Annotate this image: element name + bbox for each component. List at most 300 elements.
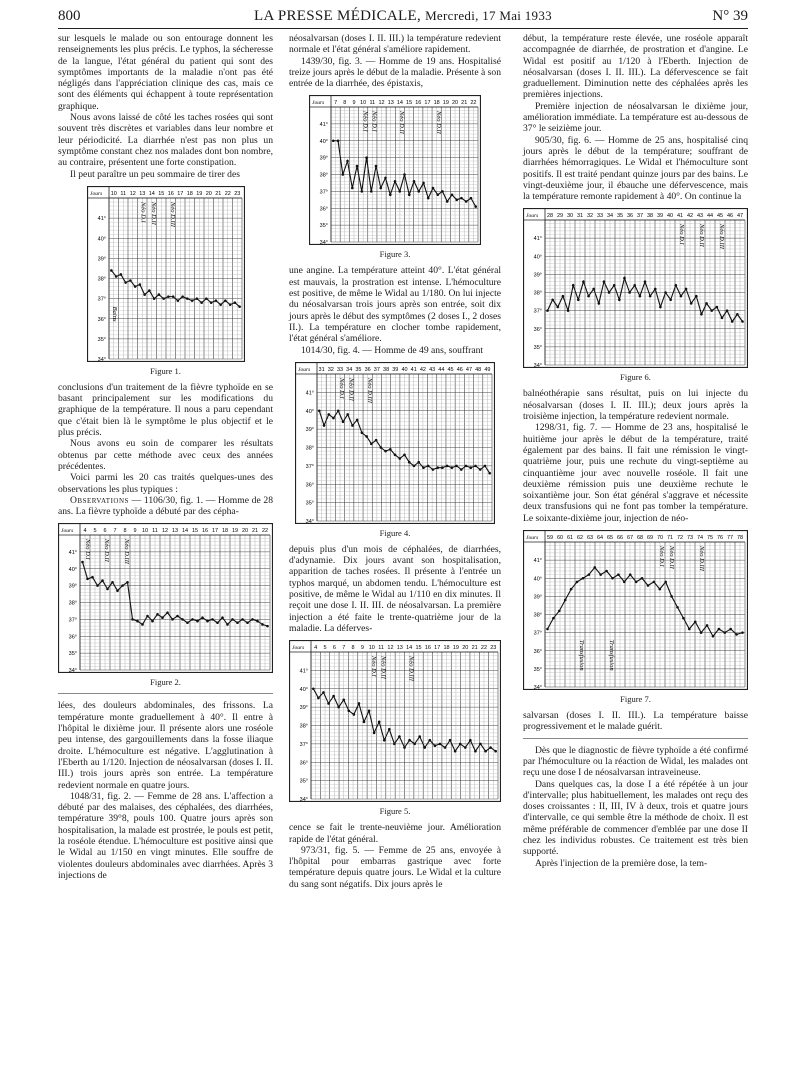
temperature-point [323, 424, 326, 427]
day-tick-label: 11 [369, 100, 376, 107]
page-header [58, 6, 748, 26]
paragraph: conclusions d'un traitement de la fièvre typhoïde en se basant principalement sur les modifications du graphique de la température. Il nous a paru cependant que c'était bien là le symptôme le plus objectif et le plus précis. [58, 381, 273, 439]
temperature-point [552, 617, 555, 620]
day-tick-label: 4 [83, 528, 87, 535]
day-tick-label: 17 [434, 645, 441, 652]
temperature-point [623, 581, 626, 584]
y-tick-label: 38° [68, 600, 77, 607]
temperature-point [556, 306, 559, 309]
y-tick-label: 40° [533, 254, 542, 261]
temperature-point [379, 187, 382, 190]
annotation-label: Néo D.III [718, 224, 725, 250]
temperature-point [206, 620, 209, 623]
observation-text: — 1106/30, fig. 1. — Homme de 28 ans. La fièvre typhoïde a débuté par des cépha- [58, 494, 273, 518]
temperature-point [731, 321, 734, 324]
day-tick-label: 46 [456, 366, 463, 373]
day-tick-label: 6 [332, 645, 336, 652]
annotation-label: Néo D.I [84, 539, 91, 561]
temperature-point [167, 295, 170, 298]
day-tick-label: 42 [419, 366, 426, 373]
day-tick-label: 7 [334, 100, 338, 107]
temperature-point [360, 191, 363, 194]
temperature-point [670, 595, 673, 598]
day-tick-label: 41 [676, 213, 684, 220]
y-tick-label: 38° [533, 612, 542, 619]
figure-6 [523, 208, 748, 382]
journal-name: LA PRESSE MÉDICALE, [254, 8, 421, 24]
temperature-point [603, 281, 606, 284]
paragraph: Nous avons laissé de côté les taches rosées qui sont souvent très discrètes et variables dans leur nombre et leur périodicité. La diarrhée n'est pas non plus un symptôme constant chez nos malades dont bon nombre, au contraire, présentent une forte constipation. [58, 112, 273, 169]
temperature-point [455, 464, 458, 467]
y-tick-label: 40° [97, 236, 106, 243]
temperature-point [131, 618, 134, 621]
temperature-point [465, 464, 468, 467]
temperature-point [567, 310, 570, 313]
annotation-label: Néo D.II [698, 224, 705, 248]
temperature-point [101, 580, 104, 583]
temperature-point [226, 624, 229, 627]
journal-title-line [58, 6, 748, 26]
paragraph: cence se fait le trente-neuvième jour. Amélioration rapide de l'état général. [289, 822, 501, 845]
temperature-point [649, 295, 652, 298]
temperature-point [676, 606, 679, 609]
y-tick-label: 35° [68, 651, 77, 658]
temperature-point [171, 295, 174, 298]
day-tick-label: 59 [546, 535, 554, 542]
temperature-point [664, 292, 667, 295]
figure-7 [523, 530, 748, 704]
temperature-point [465, 201, 468, 204]
day-tick-label: 21 [251, 528, 259, 535]
y-tick-label: 34° [319, 240, 328, 246]
day-tick-label: 8 [343, 100, 347, 107]
day-tick-label: 74 [696, 535, 704, 542]
day-tick-label: 71 [666, 535, 674, 542]
day-tick-label: 40 [666, 213, 674, 220]
day-tick-label: 29 [556, 213, 564, 220]
temperature-point [429, 739, 432, 742]
x-header-label: Jours [526, 535, 539, 542]
y-tick-label: 41° [68, 550, 77, 557]
temperature-point [368, 710, 371, 713]
temperature-point [195, 297, 198, 300]
day-tick-label: 39 [656, 213, 664, 220]
temperature-point [726, 310, 729, 313]
day-tick-label: 34 [346, 366, 353, 373]
temperature-point [469, 466, 472, 469]
temperature-point [644, 281, 647, 284]
day-tick-label: 17 [424, 100, 431, 107]
day-tick-label: 21 [214, 190, 221, 197]
temperature-point [474, 750, 477, 753]
day-tick-label: 19 [452, 645, 459, 652]
day-tick-label: 22 [261, 528, 269, 535]
temperature-point [106, 588, 109, 591]
temperature-point [241, 618, 244, 621]
temperature-point [353, 713, 356, 716]
day-tick-label: 45 [447, 366, 454, 373]
temperature-point [460, 197, 463, 200]
temperature-point [181, 618, 184, 621]
temperature-point [444, 746, 447, 749]
temperature-point [659, 306, 662, 309]
temperature-point [256, 620, 259, 623]
temperature-point [710, 310, 713, 313]
day-tick-label: 15 [406, 100, 413, 107]
temperature-point [635, 581, 638, 584]
temperature-point [156, 613, 159, 616]
day-tick-label: 13 [138, 190, 145, 197]
column-3 [523, 33, 748, 869]
day-tick-label: 15 [157, 190, 164, 197]
temperature-point [200, 301, 203, 304]
temperature-point [479, 743, 482, 746]
temperature-point [126, 581, 129, 584]
figure-2 [58, 523, 273, 687]
temperature-point [332, 140, 335, 143]
temperature-point [685, 288, 688, 291]
temperature-point [682, 617, 685, 620]
temperature-point [337, 409, 340, 412]
temperature-point [342, 699, 345, 702]
day-tick-label: 22 [470, 100, 477, 107]
temperature-point [375, 165, 378, 168]
temperature-point [251, 618, 254, 621]
y-tick-label: 39° [97, 256, 106, 263]
day-tick-label: 17 [176, 190, 183, 197]
paragraph: Il peut paraître un peu sommaire de tirer des [70, 168, 240, 180]
temperature-point [358, 702, 361, 705]
day-tick-label: 11 [119, 190, 126, 197]
paragraph: 1048/31, fig. 2. — Femme de 28 ans. L'affection a débuté par des malaises, des céphalées, des diarrhées, température 39°8, pouls 100. Quatre jours après son hospitalisation, la malade est prostrée, le pouls est petit, la roséole étendue. L'hémoculture est positive ainsi que le Widal au 1/150 en vingt minutes. Elle souffre de violentes douleurs abdominales avec diarrhées. Après 3 injections de [58, 790, 273, 881]
day-tick-label: 12 [161, 528, 169, 535]
y-tick-label: 41° [305, 390, 314, 397]
paragraph: Nous avons eu soin de comparer les résultats obtenus par cette méthode avec ceux des années précédentes. [58, 438, 273, 472]
y-tick-label: 34° [97, 356, 106, 362]
figure-1 [58, 186, 273, 376]
annotation-label: Néo D.III [168, 201, 176, 227]
temperature-chart-3 [309, 95, 481, 245]
y-tick-label: 40° [319, 139, 328, 146]
temperature-point [342, 420, 345, 423]
temperature-point [441, 191, 444, 194]
annotation-label: Néo D.II [668, 546, 675, 569]
figure-caption: Figure 1. [150, 365, 181, 376]
annotation-label: Néo D.II [398, 111, 406, 135]
page-number: 800 [58, 8, 81, 24]
day-tick-label: 41 [410, 366, 417, 373]
figure-caption: Figure 7. [620, 694, 651, 705]
temperature-point [628, 292, 631, 295]
temperature-point [211, 618, 214, 621]
temperature-point [479, 468, 482, 471]
temperature-point [741, 321, 744, 324]
y-tick-label: 34° [68, 668, 77, 674]
y-tick-label: 36° [299, 760, 308, 767]
temperature-point [346, 160, 349, 163]
y-tick-label: 36° [533, 648, 542, 655]
y-tick-label: 34° [533, 685, 542, 691]
temperature-point [191, 618, 194, 621]
chart-frame [524, 531, 748, 690]
paragraph: lées, des douleurs abdominales, des frissons. La température monte graduellement à 40°. Il entre à l'hôpital le dixième jour. Il présente alors une roséole peu intense, des gargouillements dans la fosse iliaque droite. L'hémoculture est négative. L'agglutination à l'Eberth au 1/120. Injection de néosalvarsan (doses I. II. III.) trois jours après son entrée. La température redevient normale en quatre jours. [58, 700, 273, 791]
day-tick-label: 9 [133, 528, 137, 535]
temperature-point [389, 194, 392, 197]
temperature-point [141, 624, 144, 627]
day-tick-label: 20 [205, 190, 212, 197]
temperature-point [623, 277, 626, 280]
temperature-point [459, 743, 462, 746]
temperature-point [593, 566, 596, 569]
day-tick-label: 4 [314, 645, 318, 652]
y-tick-label: 36° [68, 634, 77, 641]
annotation-label: Néo D.I [678, 224, 685, 246]
day-tick-label: 11 [152, 528, 158, 535]
temperature-point [124, 281, 127, 284]
temperature-point [365, 157, 368, 160]
chart-frame [310, 96, 481, 245]
temperature-point [209, 301, 212, 304]
day-tick-label: 13 [387, 100, 394, 107]
temperature-point [398, 735, 401, 738]
temperature-point [688, 628, 691, 631]
temperature-point [613, 284, 616, 287]
temperature-point [111, 581, 114, 584]
temperature-point [611, 577, 614, 580]
temperature-point [121, 585, 124, 588]
y-tick-label: 39° [319, 156, 328, 163]
temperature-point [641, 577, 644, 580]
temperature-point [221, 617, 224, 620]
y-tick-label: 37° [533, 309, 542, 316]
temperature-point [647, 584, 650, 587]
day-tick-label: 19 [195, 190, 202, 197]
figure-3 [289, 95, 501, 259]
paragraph [58, 495, 273, 518]
temperature-point [162, 297, 165, 300]
day-tick-label: 66 [616, 535, 624, 542]
y-tick-label: 39° [533, 272, 542, 279]
day-tick-label: 6 [103, 528, 107, 535]
temperature-point [318, 409, 321, 412]
issue-date: Mercredi, 17 Mai 1933 [425, 8, 552, 23]
day-tick-label: 30 [566, 213, 574, 220]
temperature-point [224, 299, 227, 302]
day-tick-label: 5 [323, 645, 327, 652]
day-tick-label: 16 [201, 528, 209, 535]
day-tick-label: 10 [368, 645, 375, 652]
day-tick-label: 76 [716, 535, 724, 542]
day-tick-label: 65 [606, 535, 614, 542]
paragraph: Dès que le diagnostic de fièvre typhoïde a été confirmé par l'hémoculture ou la réaction de Widal, les malades ont reçu une dose I de néosalvarsan intraveineuse. [523, 744, 748, 779]
paragraph: balnéothérapie sans résultat, puis on lui injecte du néosalvarsan (doses I. II. III.); deux jours après la troisième injection, la température redevient normale. [523, 388, 748, 423]
temperature-point [735, 633, 738, 636]
temperature-point [261, 624, 264, 627]
y-tick-label: 35° [533, 666, 542, 673]
issue-number: N° 39 [712, 8, 748, 24]
day-tick-label: 47 [736, 213, 744, 220]
day-tick-label: 13 [171, 528, 179, 535]
day-tick-label: 31 [576, 213, 584, 220]
day-tick-label: 38 [646, 213, 654, 220]
day-tick-label: 18 [443, 645, 450, 652]
temperature-point [700, 313, 703, 316]
y-tick-label: 40° [68, 567, 77, 574]
temperature-point [618, 299, 621, 302]
temperature-point [617, 573, 620, 576]
temperature-point [408, 739, 411, 742]
paragraph: 1439/30, fig. 3. — Homme de 19 ans. Hospitalisé treize jours après le début de la maladie. Présente à son entrée de la diarrhée, des épistaxis, [289, 55, 501, 90]
day-tick-label: 45 [716, 213, 724, 220]
temperature-point [332, 695, 335, 698]
temperature-point [653, 581, 656, 584]
temperature-point [389, 448, 392, 451]
temperature-point [332, 417, 335, 420]
temperature-point [361, 431, 364, 434]
temperature-point [205, 297, 208, 300]
temperature-point [403, 174, 406, 177]
temperature-point [236, 622, 239, 625]
paragraph: Première injection de néosalvarsan le dixième jour, amélioration immédiate. La température est au-dessous de 37° le seizième jour. [523, 100, 748, 135]
temperature-point [572, 284, 575, 287]
temperature-point [680, 295, 683, 298]
column-1 [58, 33, 273, 881]
temperature-point [423, 746, 426, 749]
day-tick-label: 46 [726, 213, 734, 220]
paragraph: Voici parmi les 20 cas traités quelques-unes des observations les plus typiques : [58, 472, 273, 495]
temperature-point [351, 187, 354, 190]
y-tick-label: 39° [305, 426, 314, 433]
day-tick-label: 21 [471, 645, 478, 652]
y-tick-label: 39° [533, 594, 542, 601]
temperature-point [138, 283, 141, 286]
x-header-label: Jours [89, 190, 102, 197]
temperature-point [408, 194, 411, 197]
day-tick-label: 75 [706, 535, 714, 542]
annotation-label: Néo D.III [123, 539, 130, 565]
temperature-point [317, 697, 320, 700]
temperature-chart-1 [87, 186, 245, 362]
day-tick-label: 44 [438, 366, 445, 373]
y-tick-label: 36° [319, 206, 328, 213]
day-tick-label: 11 [378, 645, 384, 652]
paragraph: 905/30, fig. 6. — Homme de 25 ans, hospitalisé cinq jours après le début de la température; souffrant de diarrhées hémorragiques. Le Widal et l'hémoculture sont positifs. Il est traité pendant quinze jours par des bains. Le vingt-deuxième jour, il ébauche une défervescence, mais la température remonte rapidement à 40°. On continue la [523, 134, 748, 203]
paragraph: une angine. La température atteint 40°. L'état général est mauvais, la prostration est intense. L'hémoculture est positive, de même le Widal au 1/180. On lui injecte du néosalvarsan trois jours après son entrée, soit dix jours après le début des symptômes (2 doses I., 2 doses II.). La température en clocher tombe rapidement, l'état général s'améliore. [289, 265, 501, 345]
temperature-point [238, 305, 241, 308]
temperature-point [166, 612, 169, 615]
temperature-point [380, 446, 383, 449]
y-tick-label: 34° [305, 518, 314, 524]
day-tick-label: 69 [646, 535, 654, 542]
temperature-point [439, 743, 442, 746]
temperature-point [582, 577, 585, 580]
temperature-chart-6 [523, 208, 748, 368]
figure-caption: Figure 6. [620, 372, 651, 383]
temperature-point [694, 620, 697, 623]
temperature-point [322, 691, 325, 694]
day-tick-label: 64 [596, 535, 604, 542]
temperature-point [394, 453, 397, 456]
temperature-point [201, 617, 204, 620]
annotation-label: Néo D.I [369, 656, 377, 677]
temperature-point [474, 464, 477, 467]
temperature-point [370, 191, 373, 194]
y-tick-label: 41° [533, 236, 542, 243]
temperature-point [436, 466, 439, 469]
temperature-point [231, 618, 234, 621]
temperature-point [446, 201, 449, 204]
day-tick-label: 14 [181, 528, 189, 535]
temperature-point [422, 466, 425, 469]
y-tick-label: 36° [533, 327, 542, 334]
y-tick-label: 38° [299, 723, 308, 730]
day-tick-label: 23 [490, 645, 497, 652]
annotation-label: Transfusion [608, 639, 615, 671]
y-tick-label: 37° [533, 630, 542, 637]
temperature-point [171, 618, 174, 621]
observations-label: Observations [70, 494, 129, 506]
temperature-point [110, 269, 113, 272]
temperature-point [716, 306, 719, 309]
temperature-point [489, 746, 492, 749]
y-tick-label: 34° [533, 363, 542, 369]
x-header-label: Jours [298, 366, 311, 373]
temperature-point [91, 576, 94, 579]
temperature-point [669, 299, 672, 302]
y-tick-label: 38° [319, 172, 328, 179]
day-tick-label: 77 [726, 535, 734, 542]
day-tick-label: 20 [241, 528, 249, 535]
day-tick-label: 16 [415, 100, 422, 107]
y-tick-label: 41° [97, 215, 106, 222]
y-tick-label: 41° [533, 558, 542, 565]
temperature-point [654, 288, 657, 291]
y-tick-label: 40° [533, 576, 542, 583]
temperature-point [451, 466, 454, 469]
temperature-point [176, 299, 179, 302]
day-tick-label: 18 [221, 528, 229, 535]
figure-caption: Figure 3. [379, 249, 411, 260]
paragraph: 973/31, fig. 5. — Femme de 25 ans, envoyée à l'hôpital pour embarras gastrique avec forte température depuis quatre jours. Le Widal et la culture du sang sont négatifs. Dix jours après le [289, 844, 501, 890]
temperature-point [446, 464, 449, 467]
temperature-point [434, 745, 437, 748]
paragraph: salvarsan (doses I. II. III.). La température baisse progressivement et le malade guérit. [523, 710, 748, 733]
header-rule [58, 28, 748, 29]
temperature-point [214, 299, 217, 302]
paragraph: début, la température reste élevée, une roséole apparaît accompagnée de diarrhée, de prostration et d'angine. Le Widal est positif au 1/120 à l'Eberth. Injection de néosalvarsan (doses I. II. III.). La défervescence se fait graduellement. Diminution nette des céphalées après les premières injections. [523, 33, 748, 101]
temperature-point [413, 743, 416, 746]
temperature-point [436, 194, 439, 197]
day-tick-label: 35 [355, 366, 362, 373]
temperature-point [417, 191, 420, 194]
temperature-chart-7 [523, 530, 748, 690]
temperature-point [469, 739, 472, 742]
temperature-point [119, 273, 122, 276]
temperature-point [700, 631, 703, 634]
temperature-point [454, 750, 457, 753]
day-tick-label: 72 [676, 535, 684, 542]
temperature-point [427, 197, 430, 200]
temperature-point [706, 624, 709, 627]
day-tick-label: 15 [191, 528, 199, 535]
temperature-point [588, 573, 591, 576]
x-header-label: Jours [61, 528, 74, 535]
temperature-point [494, 750, 497, 753]
day-tick-label: 18 [186, 190, 193, 197]
temperature-point [233, 301, 236, 304]
temperature-point [186, 622, 189, 625]
temperature-point [378, 721, 381, 724]
